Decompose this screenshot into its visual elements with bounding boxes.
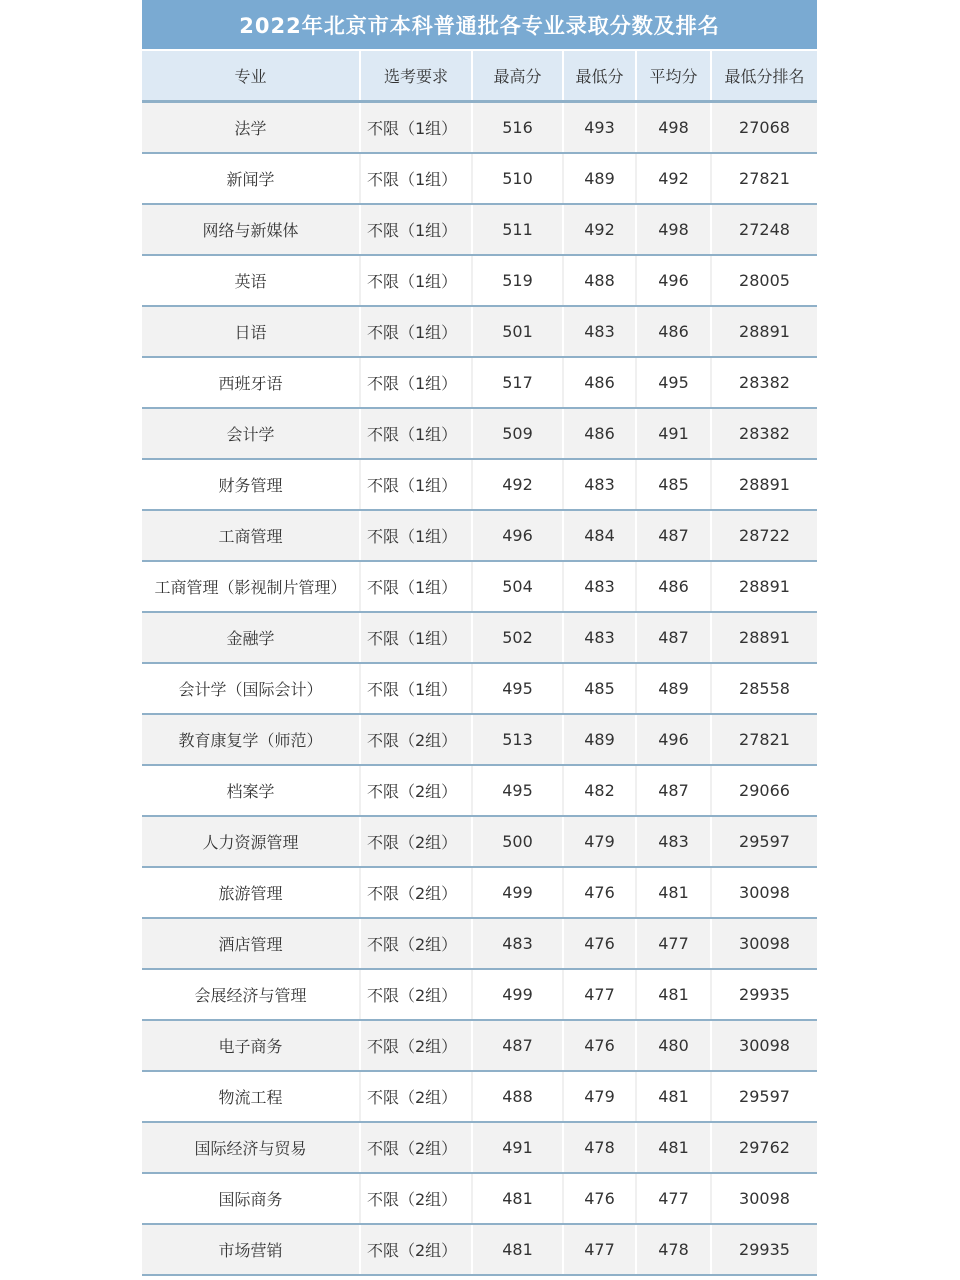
requirement-cell: 不限（1组）	[361, 205, 473, 254]
min-rank-cell: 29935	[739, 985, 790, 1004]
max-score-cell: 504	[473, 562, 564, 611]
table-row	[142, 103, 817, 154]
max-score-cell: 510	[473, 154, 564, 203]
min-rank-cell: 28891	[739, 577, 790, 596]
max-score-cell: 496	[473, 511, 564, 560]
requirement-cell: 不限（2组）	[361, 1072, 473, 1121]
min-rank-cell: 29597	[739, 1087, 790, 1106]
min-score-cell: 485	[564, 664, 637, 713]
table-row	[142, 715, 817, 766]
min-score-cell: 476	[564, 919, 637, 968]
min-score-cell: 477	[564, 970, 637, 1019]
requirement-cell: 不限（1组）	[361, 409, 473, 458]
requirement-cell: 不限（2组）	[361, 715, 473, 764]
max-score-cell: 491	[473, 1123, 564, 1172]
max-score-cell: 516	[473, 103, 564, 152]
table-row	[142, 256, 817, 307]
table-row	[142, 1021, 817, 1072]
avg-score-cell: 496	[637, 256, 712, 305]
requirement-cell: 不限（2组）	[361, 1174, 473, 1223]
table-row	[142, 358, 817, 409]
min-rank-cell: 30098	[739, 934, 790, 953]
max-score-cell: 488	[473, 1072, 564, 1121]
max-score-cell: 487	[473, 1021, 564, 1070]
major-cell: 人力资源管理	[142, 817, 361, 866]
requirement-cell: 不限（2组）	[361, 919, 473, 968]
min-score-cell: 484	[564, 511, 637, 560]
requirement-cell: 不限（2组）	[361, 1123, 473, 1172]
max-score-cell: 499	[473, 970, 564, 1019]
min-score-cell: 483	[564, 307, 637, 356]
requirement-cell: 不限（2组）	[361, 766, 473, 815]
min-score-cell: 489	[564, 154, 637, 203]
table-row	[142, 409, 817, 460]
avg-score-cell: 481	[637, 1123, 712, 1172]
table-row	[142, 817, 817, 868]
requirement-cell: 不限（1组）	[361, 256, 473, 305]
major-cell: 旅游管理	[142, 868, 361, 917]
avg-score-cell: 487	[637, 511, 712, 560]
table-row	[142, 1123, 817, 1174]
major-cell: 电子商务	[142, 1021, 361, 1070]
min-score-cell: 476	[564, 1174, 637, 1223]
requirement-cell: 不限（1组）	[361, 511, 473, 560]
max-score-cell: 495	[473, 766, 564, 815]
min-rank-cell: 28005	[739, 271, 790, 290]
major-cell: 法学	[142, 103, 361, 152]
major-cell: 国际经济与贸易	[142, 1123, 361, 1172]
min-score-cell: 483	[564, 613, 637, 662]
min-rank-cell: 27248	[739, 220, 790, 239]
max-score-cell: 517	[473, 358, 564, 407]
table-row	[142, 613, 817, 664]
min-score-cell: 483	[564, 460, 637, 509]
major-cell: 日语	[142, 307, 361, 356]
max-score-cell: 495	[473, 664, 564, 713]
major-cell: 西班牙语	[142, 358, 361, 407]
table-row	[142, 919, 817, 970]
avg-score-cell: 498	[637, 205, 712, 254]
avg-score-cell: 487	[637, 766, 712, 815]
min-rank-cell: 28891	[739, 628, 790, 647]
table-row	[142, 970, 817, 1021]
table-row	[142, 205, 817, 256]
max-score-cell: 492	[473, 460, 564, 509]
max-score-cell: 501	[473, 307, 564, 356]
min-score-cell: 486	[564, 358, 637, 407]
min-rank-cell: 28382	[739, 424, 790, 443]
max-score-cell: 511	[473, 205, 564, 254]
min-rank-cell: 28891	[739, 475, 790, 494]
avg-score-cell: 487	[637, 613, 712, 662]
table-row	[142, 1072, 817, 1123]
min-rank-cell: 27068	[739, 118, 790, 137]
min-rank-cell: 28382	[739, 373, 790, 392]
major-cell: 工商管理	[142, 511, 361, 560]
min-rank-cell: 29597	[739, 832, 790, 851]
max-score-cell: 502	[473, 613, 564, 662]
min-score-cell: 479	[564, 1072, 637, 1121]
min-rank-cell: 30098	[739, 1036, 790, 1055]
table-body	[142, 103, 817, 1276]
max-score-cell: 513	[473, 715, 564, 764]
header-avg-score: 平均分	[637, 51, 712, 100]
table-row	[142, 1174, 817, 1225]
requirement-cell: 不限（1组）	[361, 307, 473, 356]
min-rank-cell: 29762	[739, 1138, 790, 1157]
avg-score-cell: 478	[637, 1225, 712, 1274]
header-min-rank: 最低分排名	[724, 67, 805, 86]
avg-score-cell: 481	[637, 1072, 712, 1121]
major-cell: 档案学	[142, 766, 361, 815]
requirement-cell: 不限（1组）	[361, 613, 473, 662]
requirement-cell: 不限（1组）	[361, 664, 473, 713]
max-score-cell: 500	[473, 817, 564, 866]
table-row	[142, 307, 817, 358]
avg-score-cell: 496	[637, 715, 712, 764]
avg-score-cell: 498	[637, 103, 712, 152]
header-requirement: 选考要求	[361, 51, 473, 100]
avg-score-cell: 492	[637, 154, 712, 203]
min-rank-cell: 29935	[739, 1240, 790, 1259]
major-cell: 教育康复学（师范）	[142, 715, 361, 764]
min-score-cell: 493	[564, 103, 637, 152]
min-score-cell: 476	[564, 1021, 637, 1070]
table-row	[142, 1225, 817, 1276]
major-cell: 财务管理	[142, 460, 361, 509]
requirement-cell: 不限（2组）	[361, 817, 473, 866]
min-rank-cell: 28722	[739, 526, 790, 545]
avg-score-cell: 491	[637, 409, 712, 458]
table-row	[142, 511, 817, 562]
min-rank-cell: 30098	[739, 1189, 790, 1208]
table-row	[142, 562, 817, 613]
avg-score-cell: 480	[637, 1021, 712, 1070]
table-row	[142, 460, 817, 511]
avg-score-cell: 485	[637, 460, 712, 509]
min-rank-cell: 28558	[739, 679, 790, 698]
admission-table	[142, 0, 817, 1276]
max-score-cell: 519	[473, 256, 564, 305]
major-cell: 网络与新媒体	[142, 205, 361, 254]
header-major: 专业	[142, 51, 361, 100]
table-row	[142, 664, 817, 715]
avg-score-cell: 477	[637, 919, 712, 968]
major-cell: 工商管理（影视制片管理）	[142, 562, 361, 611]
table-header-row	[142, 51, 817, 103]
major-cell: 英语	[142, 256, 361, 305]
header-max-score: 最高分	[473, 51, 564, 100]
min-score-cell: 482	[564, 766, 637, 815]
table-title: 2022年北京市本科普通批各专业录取分数及排名	[142, 0, 817, 51]
avg-score-cell: 481	[637, 868, 712, 917]
min-score-cell: 476	[564, 868, 637, 917]
avg-score-cell: 495	[637, 358, 712, 407]
min-rank-cell: 27821	[739, 169, 790, 188]
min-score-cell: 486	[564, 409, 637, 458]
avg-score-cell: 486	[637, 562, 712, 611]
major-cell: 会计学	[142, 409, 361, 458]
max-score-cell: 481	[473, 1225, 564, 1274]
min-score-cell: 478	[564, 1123, 637, 1172]
major-cell: 酒店管理	[142, 919, 361, 968]
min-score-cell: 477	[564, 1225, 637, 1274]
requirement-cell: 不限（2组）	[361, 1021, 473, 1070]
min-score-cell: 488	[564, 256, 637, 305]
min-score-cell: 483	[564, 562, 637, 611]
min-score-cell: 489	[564, 715, 637, 764]
requirement-cell: 不限（1组）	[361, 154, 473, 203]
table-row	[142, 154, 817, 205]
min-rank-cell: 30098	[739, 883, 790, 902]
min-score-cell: 479	[564, 817, 637, 866]
requirement-cell: 不限（2组）	[361, 868, 473, 917]
max-score-cell: 481	[473, 1174, 564, 1223]
major-cell: 金融学	[142, 613, 361, 662]
min-score-cell: 492	[564, 205, 637, 254]
major-cell: 物流工程	[142, 1072, 361, 1121]
header-min-score: 最低分	[564, 51, 637, 100]
major-cell: 国际商务	[142, 1174, 361, 1223]
requirement-cell: 不限（1组）	[361, 562, 473, 611]
requirement-cell: 不限（1组）	[361, 103, 473, 152]
major-cell: 会展经济与管理	[142, 970, 361, 1019]
min-rank-cell: 28891	[739, 322, 790, 341]
major-cell: 市场营销	[142, 1225, 361, 1274]
requirement-cell: 不限（2组）	[361, 970, 473, 1019]
major-cell: 会计学（国际会计）	[142, 664, 361, 713]
avg-score-cell: 486	[637, 307, 712, 356]
requirement-cell: 不限（1组）	[361, 358, 473, 407]
avg-score-cell: 483	[637, 817, 712, 866]
avg-score-cell: 481	[637, 970, 712, 1019]
table-row	[142, 766, 817, 817]
requirement-cell: 不限（2组）	[361, 1225, 473, 1274]
max-score-cell: 499	[473, 868, 564, 917]
requirement-cell: 不限（1组）	[361, 460, 473, 509]
avg-score-cell: 489	[637, 664, 712, 713]
min-rank-cell: 27821	[739, 730, 790, 749]
table-row	[142, 868, 817, 919]
min-rank-cell: 29066	[739, 781, 790, 800]
max-score-cell: 483	[473, 919, 564, 968]
avg-score-cell: 477	[637, 1174, 712, 1223]
max-score-cell: 509	[473, 409, 564, 458]
major-cell: 新闻学	[142, 154, 361, 203]
